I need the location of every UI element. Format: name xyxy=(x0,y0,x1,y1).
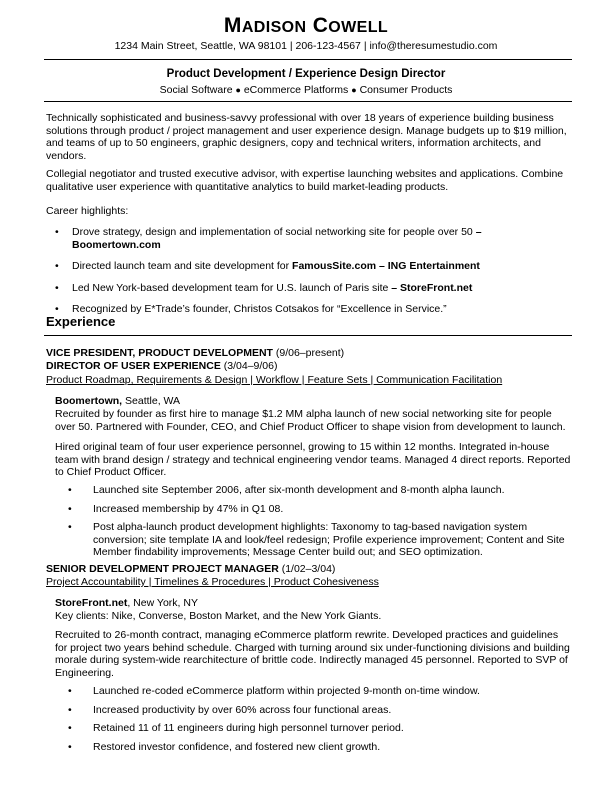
experience-divider xyxy=(44,335,572,336)
job1-paragraph: Hired original team of four user experience personnel, growing to 15 within 12 months. Integrated in-house team with brand design / strategy and technical engineering vendor teams. Managed 4 direct reports. Reported to Chief Product Officer. xyxy=(55,441,571,479)
list-item: • Launched site September 2006, after six-month development and 8-month alpha launch. xyxy=(68,484,505,496)
list-item: • Directed launch team and site development for FamousSite.com – ING Entertainment xyxy=(55,260,480,273)
job1-tags: Product Roadmap, Requirements & Design | Workflow | Feature Sets | Communication Facilitation xyxy=(46,374,503,386)
list-item: • Increased productivity by over 60% across four functional areas. xyxy=(68,703,392,716)
experience-heading: Experience xyxy=(46,314,116,329)
job2-company: StoreFront.net, New York, NY xyxy=(55,597,198,609)
list-item: • Restored investor confidence, and fostered new client growth. xyxy=(68,740,381,753)
career-highlights-list xyxy=(46,226,572,325)
bullet-icon: • xyxy=(55,226,59,238)
headline-title: Product Development / Experience Design Director xyxy=(166,68,446,80)
list-item: • Launched re-coded eCommerce platform within projected 9-month on-time window. xyxy=(68,685,480,697)
bullet-icon: • xyxy=(55,281,59,294)
header-divider xyxy=(44,59,572,60)
bullet-icon: • xyxy=(55,303,59,316)
highlights-label: Career highlights: xyxy=(46,205,129,217)
bullet-icon: • xyxy=(68,685,72,697)
list-item: • Led New York-based development team for U.S. launch of Paris site – StoreFront.net xyxy=(55,281,473,294)
list-item: • Retained 11 of 11 engineers during high personnel turnover period. xyxy=(68,722,404,735)
job2-clients: Key clients: Nike, Converse, Boston Market, and the New York Giants. xyxy=(55,610,382,622)
job1-title-1: VICE PRESIDENT, PRODUCT DEVELOPMENT (9/06–present) xyxy=(46,347,345,359)
job2-bullets xyxy=(46,685,572,759)
bullet-icon: • xyxy=(68,722,72,735)
job2-title: SENIOR DEVELOPMENT PROJECT MANAGER (1/02–3/04) xyxy=(46,563,336,575)
job1-description: Recruited by founder as first hire to manage $1.2 MM alpha launch of new social networking site for people over 50. Partnered with Founder, CEO, and Chief Product Officer to shape vision from development to launch. xyxy=(55,408,566,433)
candidate-name: MADISON COWELL xyxy=(223,14,389,37)
specialties-line: Social Software ● eCommerce Platforms ● Consumer Products xyxy=(159,84,453,96)
headline-divider xyxy=(44,101,572,102)
bullet-icon: • xyxy=(68,502,72,515)
bullet-icon: • xyxy=(68,703,72,716)
job1-bullets xyxy=(46,484,572,565)
bullet-icon: • xyxy=(68,740,72,753)
list-item: • Recognized by E*Trade’s founder, Christos Cotsakos for “Excellence in Service.” xyxy=(55,303,447,316)
summary-paragraph-1: Technically sophisticated and business-savvy professional with over 18 years of experience building business solutions through product / project management and user experience design. Manage budgets up to $19 million, and teams of up to 50 engineers, graphic designers, copy and technical writers, information architects, and vendors. xyxy=(46,112,567,162)
summary-paragraph-2: Collegial negotiator and trusted executive advisor, with expertise launching websites and applications. Combine qualitative user experience with quantitative analytics to build market-leading products. xyxy=(46,168,564,193)
list-item: • Post alpha-launch product development highlights: Taxonomy to tag-based navigation system conversion; site template IA and look/feel redesign; Profile experience improvement; Content and Site Member findability improvements; Message Center build out; and SEO optimization. xyxy=(68,521,565,559)
job1-title-2: DIRECTOR OF USER EXPERIENCE (3/04–9/06) xyxy=(46,360,278,372)
job1-company: Boomertown, Seattle, WA xyxy=(55,395,181,407)
job2-paragraph: Recruited to 26-month contract, managing eCommerce platform rewrite. Developed practices and guidelines for project two years behind schedule. Charged with turning around six under-functioning divisions and building morale during system-wide rearchitecture of brittle code. Indirectly managed 45 personnel. Reported to SVP of Engineering. xyxy=(55,629,570,679)
job2-tags: Project Accountability | Timelines & Procedures | Product Cohesiveness xyxy=(46,576,379,588)
bullet-icon: • xyxy=(68,521,72,534)
bullet-icon: • xyxy=(68,484,72,496)
contact-info: 1234 Main Street, Seattle, WA 98101 | 206-123-4567 | info@theresumestudio.com xyxy=(114,40,498,52)
list-item: • Increased membership by 47% in Q1 08. xyxy=(68,502,284,515)
list-item: • Drove strategy, design and implementation of social networking site for people over 50 – Boomertown.com xyxy=(55,226,482,251)
bullet-icon: • xyxy=(55,260,59,273)
